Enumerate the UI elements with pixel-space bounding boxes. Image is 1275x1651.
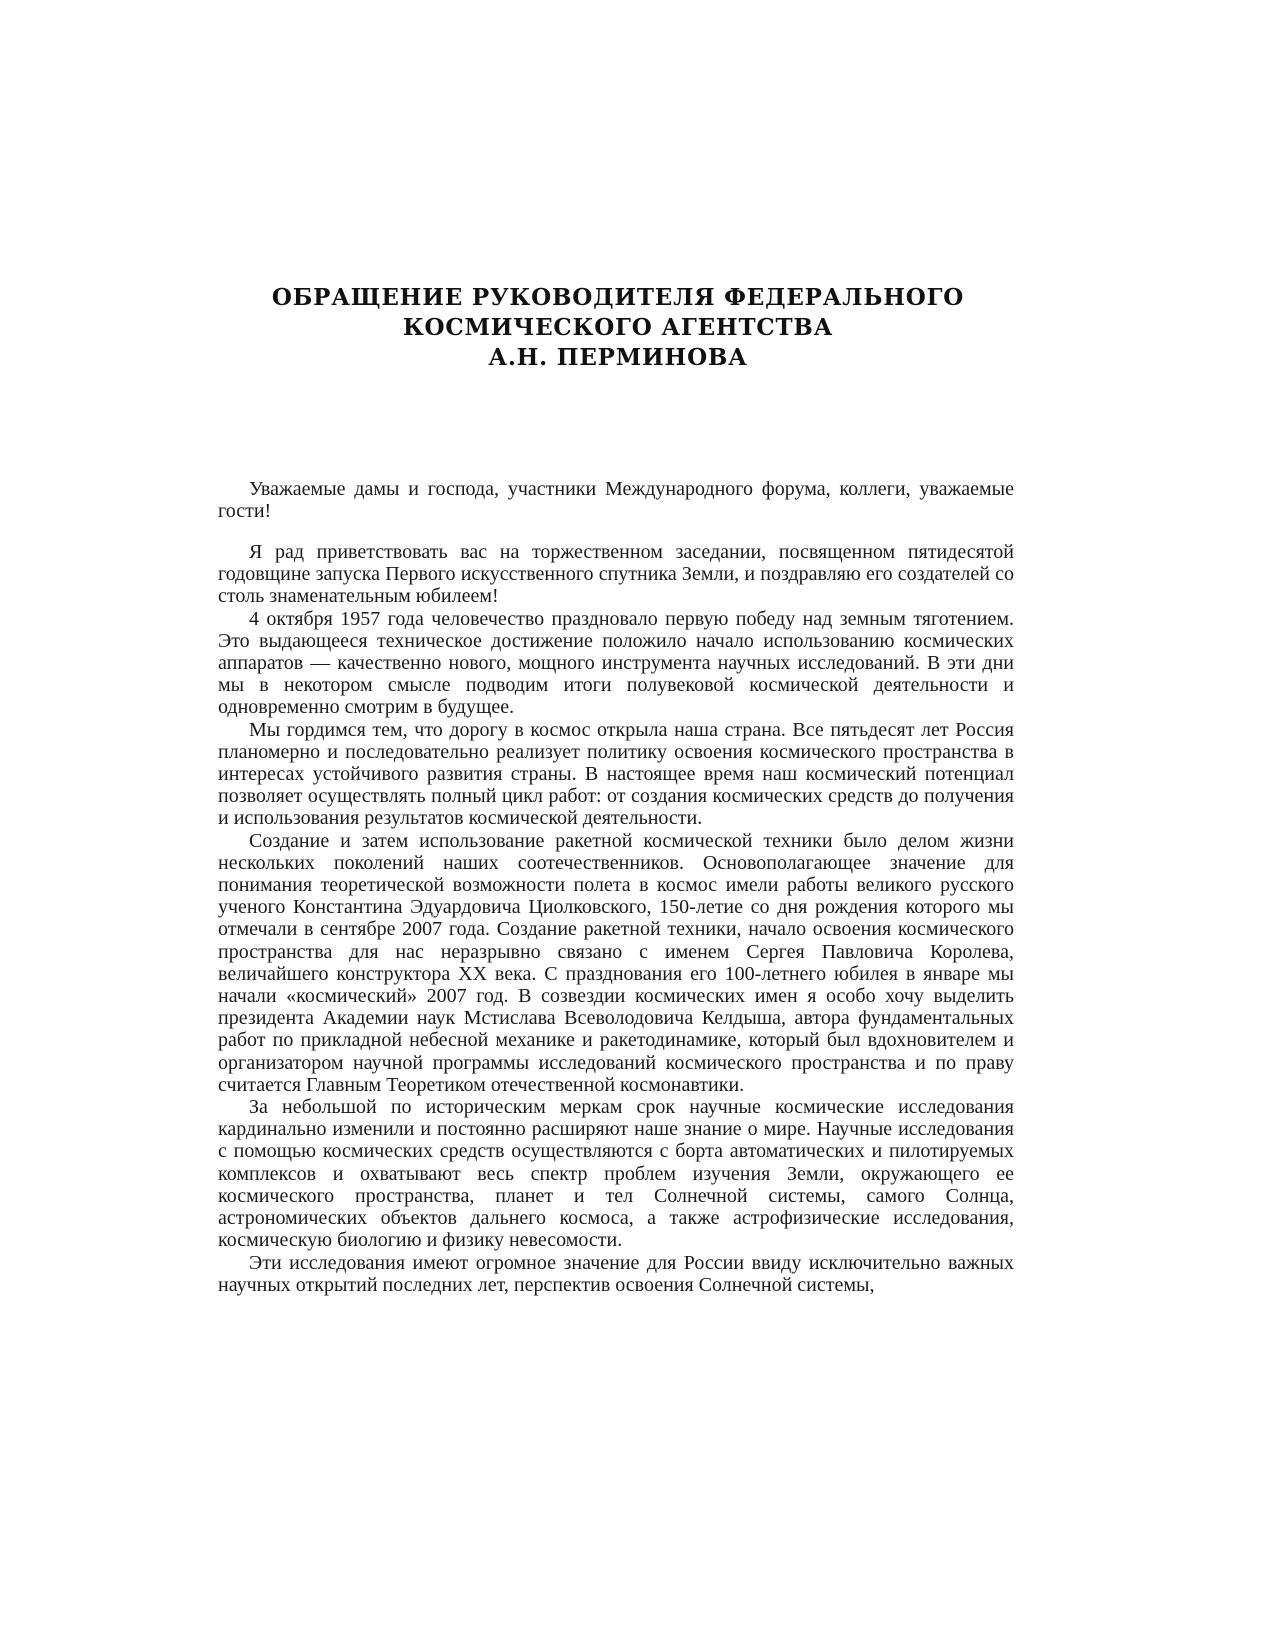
page-title: [218, 283, 1018, 373]
page-title-line-1: ОБРАЩЕНИЕ РУКОВОДИТЕЛЯ ФЕДЕРАЛЬНОГО: [271, 284, 965, 311]
page-title-line-2: КОСМИЧЕСКОГО АГЕНТСТВА: [402, 314, 834, 341]
body-paragraph: Я рад приветствовать вас на торжественном заседании, посвященном пятидесятой годовщине запуска Первого искусственного спутника Земли, и поздравляю его создателей со столь знаменательным юбилеем!: [218, 541, 1014, 608]
body-paragraph: 4 октября 1957 года человечество праздновало первую победу над земным тяготением. Это выдающееся техническое достижение положило начало использованию космических аппаратов — качественно нового, мощного инструмента научных исследований. В эти дни мы в некотором смысле подводим итоги полувековой космической деятельности и одновременно смотрим в будущее.: [218, 607, 1014, 719]
body-paragraph: Создание и затем использование ракетной космической техники было делом жизни нескольких поколений наших соотечественников. Основополагающее значение для понимания теоретической возможности полета в космос имели работы великого русского ученого Константина Эдуардовича Циолковского, 150-летие со дня рождения которого мы отмечали в сентябре 2007 года. Создание ракетной техники, начало освоения космического пространства для нас неразрывно связано с именем Сергея Павловича Королева, величайшего конструктора XX века. С празднования его 100-летнего юбилея в январе мы начали «космический» 2007 год. В созвездии космических имен я особо хочу выделить президента Академии наук Мстислава Всеволодовича Келдыша, автора фундаментальных работ по прикладной небесной механике и ракетодинамике, который был вдохновителем и организатором научной программы исследований космического пространства и по праву считается Главным Теоретиком отечественной космонавтики.: [218, 829, 1014, 1096]
page-title-line-3: А.Н. ПЕРМИНОВА: [488, 344, 748, 371]
body-paragraph: Мы гордимся тем, что дорогу в космос открыла наша страна. Все пятьдесят лет Россия планомерно и последовательно реализует политику освоения космического пространства в интересах устойчивого развития страны. В настоящее время наш космический потенциал позволяет осуществлять полный цикл работ: от создания космических средств до получения и использования результатов космической деятельности.: [218, 718, 1014, 830]
body-text: [218, 541, 1014, 1296]
body-paragraph: За небольшой по историческим меркам срок научные космические исследования кардинально изменили и постоянно расширяют наше знание о мире. Научные исследования с помощью космических средств осуществляются с борта автоматических и пилотируемых комплексов и охватывают весь спектр проблем изучения Земли, окружающего ее космического пространства, планет и тел Солнечной системы, самого Солнца, астрономических объектов дальнего космоса, а также астрофизические исследования, космическую биологию и физику невесомости.: [218, 1096, 1014, 1252]
body-paragraph: Эти исследования имеют огромное значение для России ввиду исключительно важных научных открытий последних лет, перспектив освоения Солнечной системы,: [218, 1251, 1014, 1296]
greeting-paragraph: Уважаемые дамы и господа, участники Международного форума, коллеги, уважаемые гости!: [218, 478, 1014, 523]
